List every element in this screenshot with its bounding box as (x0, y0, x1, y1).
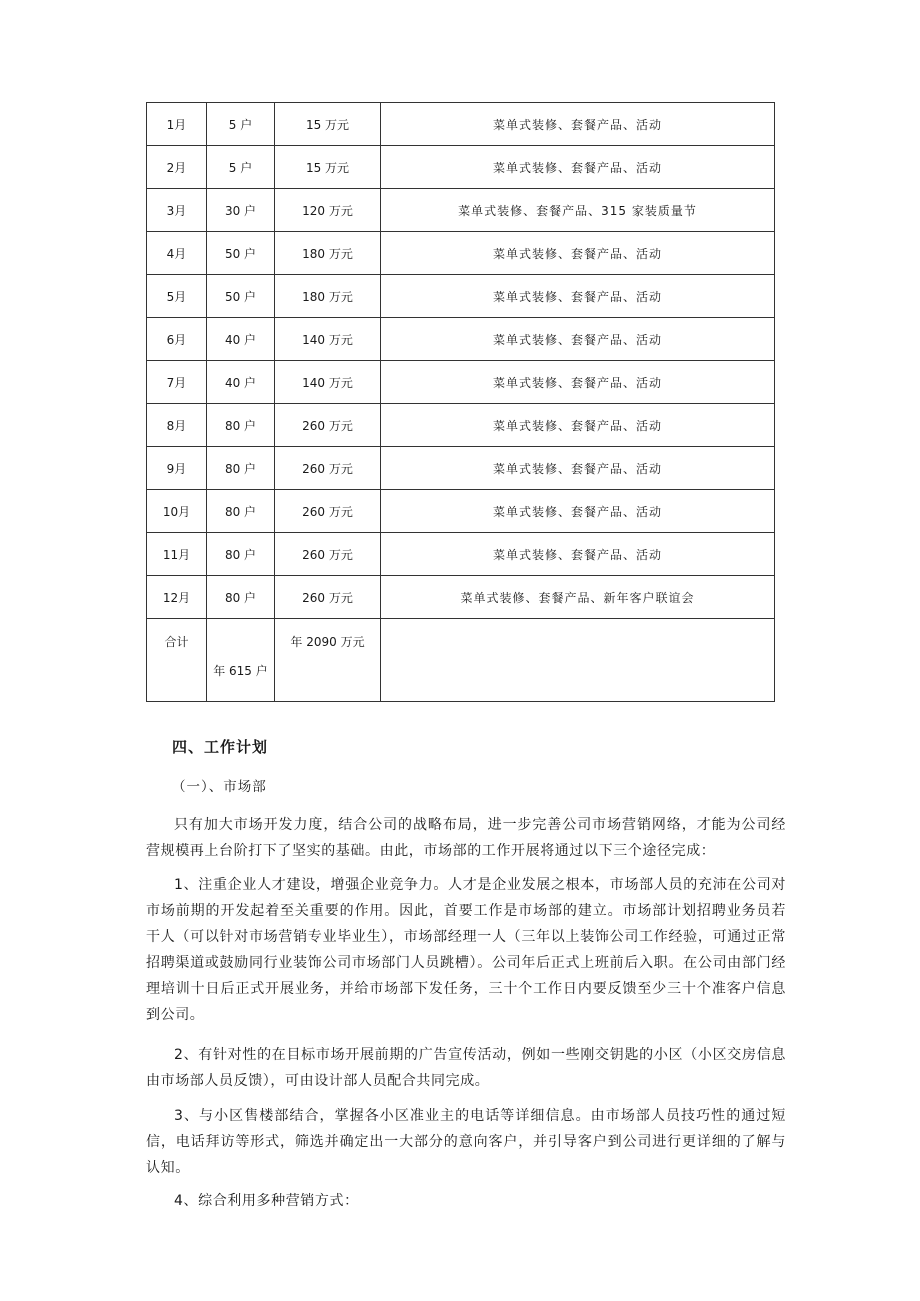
table-row (147, 275, 775, 318)
activity-cell: 菜单式装修、套餐产品、活动 (381, 447, 775, 490)
households-cell: 80 户 (207, 533, 275, 576)
plan-item-4: 4、综合利用多种营销方式： (174, 1193, 359, 1209)
households-cell: 50 户 (207, 232, 275, 275)
activity-cell: 菜单式装修、套餐产品、活动 (381, 361, 775, 404)
plan-item-2: 2、有针对性的在目标市场开展前期的广告宣传活动，例如一些刚交钥匙的小区（小区交房信息由市场部人员反馈），可由设计部人员配合共同完成。 (146, 1047, 786, 1089)
table-row (147, 232, 775, 275)
table-row (147, 490, 775, 533)
table-row-total (147, 619, 775, 702)
total-activity-cell (381, 619, 775, 702)
table-row (147, 361, 775, 404)
month-cell: 3月 (147, 189, 207, 232)
table-row (147, 404, 775, 447)
monthly-plan-table (146, 102, 775, 702)
revenue-cell: 260 万元 (275, 576, 381, 619)
households-cell: 30 户 (207, 189, 275, 232)
table-row (147, 146, 775, 189)
monthly-plan-table-body (147, 103, 775, 702)
revenue-cell: 15 万元 (275, 103, 381, 146)
activity-cell: 菜单式装修、套餐产品、活动 (381, 103, 775, 146)
revenue-cell: 260 万元 (275, 447, 381, 490)
activity-cell: 菜单式装修、套餐产品、活动 (381, 404, 775, 447)
revenue-cell: 260 万元 (275, 404, 381, 447)
activity-cell: 菜单式装修、套餐产品、活动 (381, 275, 775, 318)
activity-cell: 菜单式装修、套餐产品、活动 (381, 232, 775, 275)
table-row (147, 318, 775, 361)
households-cell: 80 户 (207, 404, 275, 447)
households-cell: 5 户 (207, 146, 275, 189)
households-cell: 80 户 (207, 576, 275, 619)
activity-cell: 菜单式装修、套餐产品、315 家装质量节 (381, 189, 775, 232)
month-cell: 11月 (147, 533, 207, 576)
households-cell: 80 户 (207, 447, 275, 490)
month-cell: 8月 (147, 404, 207, 447)
month-cell: 9月 (147, 447, 207, 490)
households-cell: 40 户 (207, 361, 275, 404)
households-cell: 50 户 (207, 275, 275, 318)
activity-cell: 菜单式装修、套餐产品、活动 (381, 318, 775, 361)
month-cell: 12月 (147, 576, 207, 619)
intro-paragraph: 只有加大市场开发力度，结合公司的战略布局，进一步完善公司市场营销网络，才能为公司经营规模再上台阶打下了坚实的基础。由此，市场部的工作开展将通过以下三个途径完成： (146, 817, 786, 859)
activity-cell: 菜单式装修、套餐产品、活动 (381, 533, 775, 576)
table-row (147, 576, 775, 619)
total-revenue-cell: 年 2090 万元 (275, 619, 381, 702)
month-cell: 10月 (147, 490, 207, 533)
revenue-cell: 140 万元 (275, 361, 381, 404)
revenue-cell: 260 万元 (275, 533, 381, 576)
table-row (147, 189, 775, 232)
month-cell: 6月 (147, 318, 207, 361)
month-cell: 1月 (147, 103, 207, 146)
revenue-cell: 260 万元 (275, 490, 381, 533)
revenue-cell: 180 万元 (275, 275, 381, 318)
revenue-cell: 15 万元 (275, 146, 381, 189)
table-row (147, 447, 775, 490)
subsection-heading: （一）、市场部 (172, 779, 267, 795)
revenue-cell: 180 万元 (275, 232, 381, 275)
table-row (147, 533, 775, 576)
month-cell: 2月 (147, 146, 207, 189)
revenue-cell: 140 万元 (275, 318, 381, 361)
total-label-cell: 合计 (147, 619, 207, 702)
activity-cell: 菜单式装修、套餐产品、活动 (381, 146, 775, 189)
households-cell: 40 户 (207, 318, 275, 361)
activity-cell: 菜单式装修、套餐产品、活动 (381, 490, 775, 533)
revenue-cell: 120 万元 (275, 189, 381, 232)
section-heading: 四、工作计划 (172, 738, 269, 756)
month-cell: 7月 (147, 361, 207, 404)
month-cell: 4月 (147, 232, 207, 275)
activity-cell: 菜单式装修、套餐产品、新年客户联谊会 (381, 576, 775, 619)
table-row (147, 103, 775, 146)
total-households-cell: 年 615 户 (207, 619, 275, 702)
households-cell: 5 户 (207, 103, 275, 146)
households-cell: 80 户 (207, 490, 275, 533)
plan-item-1: 1、注重企业人才建设，增强企业竞争力。人才是企业发展之根本，市场部人员的充沛在公司对市场前期的开发起着至关重要的作用。因此，首要工作是市场部的建立。市场部计划招聘业务员若干人（可以针对市场营销专业毕业生），市场部经理一人（三年以上装饰公司工作经验，可通过正常招聘渠道或鼓励同行业装饰公司市场部门人员跳槽）。公司年后正式上班前后入职。在公司由部门经理培训十日后正式开展业务，并给市场部下发任务，三十个工作日内要反馈至少三十个准客户信息到公司。 (146, 877, 786, 1023)
plan-item-3: 3、与小区售楼部结合，掌握各小区准业主的电话等详细信息。由市场部人员技巧性的通过短信，电话拜访等形式，筛选并确定出一大部分的意向客户，并引导客户到公司进行更详细的了解与认知。 (146, 1108, 786, 1176)
month-cell: 5月 (147, 275, 207, 318)
